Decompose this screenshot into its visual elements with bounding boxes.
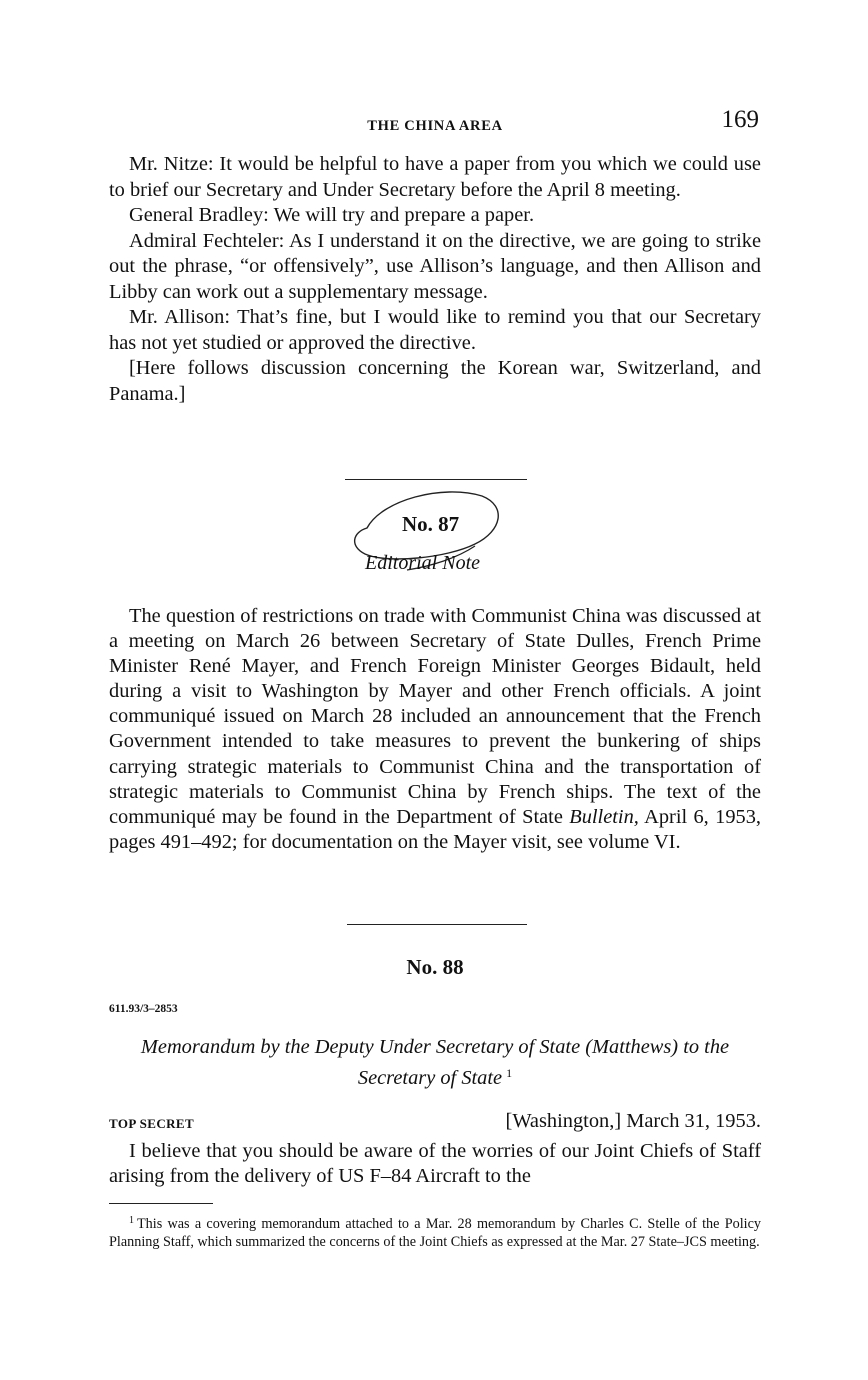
transcript-paragraph: [Here follows discussion concerning the Korean war, Switzerland, and Panama.] [109, 357, 761, 405]
section-divider [345, 479, 527, 480]
transcript-paragraph: Mr. Allison: That’s fine, but I would like to remind you that our Secretary has not yet studied or approved the directive. [109, 306, 761, 354]
dateline: [Washington,] March 31, 1953. [505, 1110, 761, 1132]
editorial-note-paragraph [109, 604, 761, 855]
editorial-note-text: The question of restrictions on trade with Communist China was discussed at a meeting on March 26 between Secretary of State Dulles, French Prime Minister René Mayer, and French Foreign Minister Georges Bidault, held during a visit to Washington by Mayer and other French officials. A joint communiqué issued on March 28 included an announcement that the French Government intended to take measures to prevent the bunkering of ships carrying strategic materials to Communist China and the transportation of strategic materials to Communist China by French ships. The text of the communiqué may be found in the Department of State [109, 605, 761, 828]
section-divider [347, 924, 527, 925]
memo-body [109, 1139, 761, 1189]
document-title [109, 1034, 761, 1091]
document-87-heading [347, 486, 507, 581]
editorial-note-body [109, 604, 761, 855]
classification-label: TOP SECRET [109, 1116, 195, 1131]
editorial-note-text: April 6, 1953, pages 491–492; for documentation on the Mayer visit, see volume VI. [109, 805, 761, 853]
running-head [109, 106, 761, 140]
transcript-paragraph: Admiral Fechteler: As I understand it on the directive, we are going to strike out the phrase, “or offensively”, use Allison’s language, and then Allison and Libby can work out a supplementary message. [109, 229, 761, 303]
document-title-text: Memorandum by the Deputy Under Secretary of State (Matthews) to the Secretary of State [140, 1036, 730, 1089]
transcript-paragraph: Mr. Nitze: It would be helpful to have a paper from you which we could use to brief our Secretary and Under Secretary before the April 8 meeting. [109, 153, 761, 201]
transcript-paragraph: General Bradley: We will try and prepare a paper. [129, 204, 535, 226]
publication-title: Bulletin, [569, 805, 639, 828]
document-number: No. 87 [402, 512, 460, 536]
file-code: 611.93/3–2853 [109, 1003, 178, 1015]
memo-header [109, 1110, 761, 1138]
page-number: 169 [721, 106, 759, 133]
footnote [109, 1212, 761, 1251]
running-title: THE CHINA AREA [367, 118, 503, 134]
document-type: Editorial Note [365, 552, 480, 574]
document-number: No. 88 [406, 955, 464, 979]
document-page [109, 0, 761, 1380]
footnote-marker: 1 [129, 1215, 134, 1226]
footnote-divider [109, 1203, 213, 1204]
footnote-reference: 1 [506, 1066, 513, 1080]
meeting-transcript [109, 152, 761, 407]
footnote-text: This was a covering memorandum attached to a Mar. 28 memorandum by Charles C. Stelle of the Policy Planning Staff, which summarized the concerns of the Joint Chiefs as expressed at the Mar. 27 State–JCS meeting. [109, 1216, 761, 1250]
memo-paragraph: I believe that you should be aware of the worries of our Joint Chiefs of Staff arising from the delivery of US F–84 Aircraft to the [109, 1140, 761, 1187]
